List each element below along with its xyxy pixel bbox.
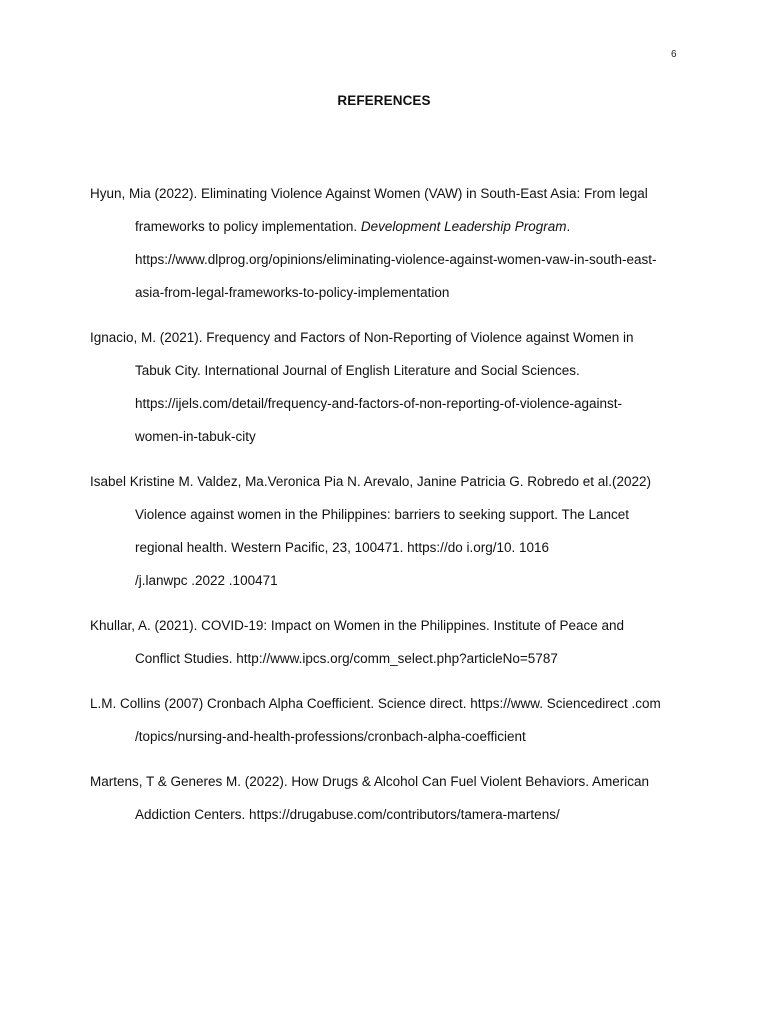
reference-text: Tabuk City. International Journal of English Literature and Social Sciences. [135,363,580,378]
reference-text: Conflict Studies. http://www.ipcs.org/comm_select.php?articleNo=5787 [135,651,558,666]
page-title: REFERENCES [337,93,431,108]
reference-line [90,642,695,675]
reference-line [90,243,695,276]
reference-url: https://ijels.com/detail/frequency-and-factors-of-non-reporting-of-violence-against- [135,396,622,411]
reference-entry-collins [90,687,695,753]
reference-text: Hyun, Mia (2022). Eliminating Violence Against Women (VAW) in South-East Asia: From legal [90,186,648,201]
reference-line [90,564,695,597]
reference-line [90,498,695,531]
reference-line [90,798,695,831]
reference-line [90,210,695,243]
reference-entry-hyun [90,177,695,309]
reference-entry-ignacio [90,321,695,453]
reference-line [90,387,695,420]
reference-url: women-in-tabuk-city [135,429,256,444]
reference-line [90,177,695,210]
reference-url: /j.lanwpc .2022 .100471 [135,573,278,588]
reference-text: Khullar, A. (2021). COVID-19: Impact on Women in the Philippines. Institute of Peace and [90,618,625,633]
reference-text: L.M. Collins (2007) Cronbach Alpha Coefficient. Science direct. https://www. Sciencedirect .com [90,696,661,711]
reference-url: asia-from-legal-frameworks-to-policy-implementation [135,285,450,300]
reference-line [90,420,695,453]
reference-text: regional health. Western Pacific, 23, 100471. https://do i.org/10. 1016 [135,540,550,555]
reference-line [90,720,695,753]
reference-text: frameworks to policy implementation. [135,219,361,234]
reference-line [90,687,695,720]
reference-line [90,765,695,798]
reference-url: https://www.dlprog.org/opinions/eliminating-violence-against-women-vaw-in-south-east- [135,252,657,267]
reference-entry-valdez [90,465,695,597]
reference-source-title: Development Leadership Program [360,219,567,234]
reference-text: Isabel Kristine M. Valdez, Ma.Veronica Pia N. Arevalo, Janine Patricia G. Robredo et al.(2022) [90,474,652,489]
reference-line [90,354,695,387]
reference-line [90,465,695,498]
reference-text: Martens, T & Generes M. (2022). How Drugs & Alcohol Can Fuel Violent Behaviors. American [90,774,650,789]
reference-text: . [566,219,571,234]
reference-entry-khullar [90,609,695,675]
reference-list [90,177,695,843]
reference-text: Violence against women in the Philippines: barriers to seeking support. The Lancet [135,507,630,522]
page-number: 6 [671,49,677,60]
reference-text: Ignacio, M. (2021). Frequency and Factors of Non-Reporting of Violence against Women in [90,330,634,345]
reference-line [90,609,695,642]
reference-line [90,276,695,309]
reference-line [90,531,695,564]
reference-text: Addiction Centers. https://drugabuse.com/contributors/tamera-martens/ [135,807,560,822]
reference-line [90,321,695,354]
reference-url: /topics/nursing-and-health-professions/cronbach-alpha-coefficient [135,729,526,744]
reference-entry-martens [90,765,695,831]
